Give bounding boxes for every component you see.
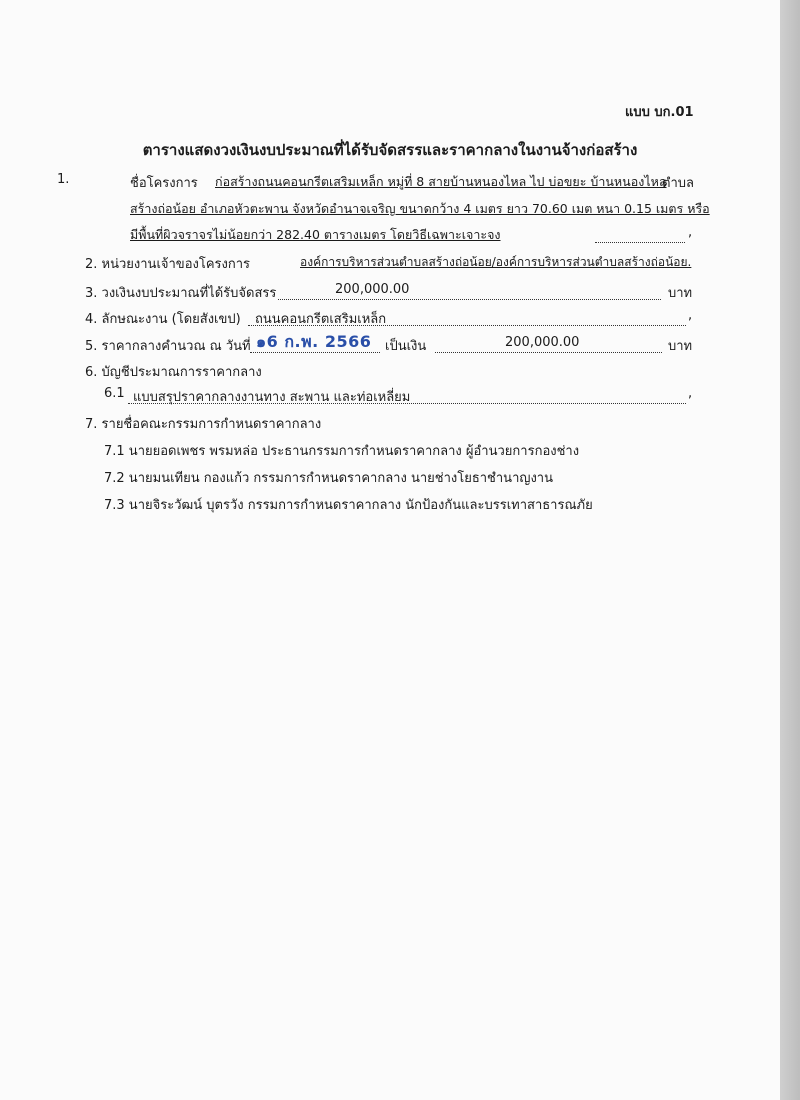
committee-member-1: 7.1 นายยอดเพชร พรมหล่อ ประธานกรรมการกำหนดราคากลาง ผู้อำนวยการกองช่าง <box>104 444 580 459</box>
item-6-1 <box>0 386 780 408</box>
item-1-label: ชื่อโครงการ <box>130 176 198 191</box>
item-6 <box>0 361 780 383</box>
item-2 <box>0 253 780 275</box>
item-4 <box>0 308 780 330</box>
item-1-line-2 <box>0 199 780 221</box>
budget-unit: บาท <box>668 286 693 301</box>
budget-label: 3. วงเงินงบประมาณที่ได้รับจัดสรร <box>85 286 277 301</box>
form-code: แบบ บก.01 <box>625 105 694 120</box>
project-name-line-3-end: , <box>688 225 693 240</box>
work-type-value: ถนนคอนกรีตเสริมเหล็ก <box>255 312 387 327</box>
owner-value: องค์การบริหารส่วนตำบลสร้างถ่อน้อย/องค์การบริหารส่วนตำบลสร้างถ่อน้อย. <box>300 255 692 269</box>
reference-price-label: 5. ราคากลางคำนวณ ณ วันที่ <box>85 339 251 354</box>
item-1-line-1 <box>0 172 780 194</box>
dotted-leader <box>595 225 685 243</box>
item-1-line-3 <box>0 225 780 247</box>
item-1-number: 1. <box>57 172 70 187</box>
reference-price-value: 200,000.00 <box>505 335 580 350</box>
committee-member <box>0 494 780 516</box>
budget-value: 200,000.00 <box>335 282 410 297</box>
estimate-sub-end: , <box>688 386 693 401</box>
estimate-label: 6. บัญชีประมาณการราคากลาง <box>85 365 262 380</box>
estimate-sub-number: 6.1 <box>104 386 125 401</box>
project-name-line-1: ก่อสร้างถนนคอนกรีตเสริมเหล็ก หมู่ที่ 8 สายบ้านหนองไหล ไป บ่อขยะ บ้านหนองไหล <box>215 174 667 189</box>
project-name-line-1-end: ตำบล <box>662 176 694 191</box>
committee-member-2: 7.2 นายมนเทียน กองแก้ว กรรมการกำหนดราคากลาง นายช่างโยธาชำนาญงาน <box>104 471 553 486</box>
estimate-sub-value: แบบสรุปราคากลางงานทาง สะพาน และท่อเหลี่ยม <box>133 390 411 405</box>
reference-price-mid: เป็นเงิน <box>385 339 427 354</box>
owner-label: 2. หน่วยงานเจ้าของโครงการ <box>85 257 251 272</box>
date-stamp: ๑6 ก.พ. 2566 <box>256 332 372 351</box>
work-type-end: , <box>688 308 693 323</box>
work-type-label: 4. ลักษณะงาน (โดยสังเขป) <box>85 312 241 327</box>
item-3 <box>0 282 780 304</box>
item-7 <box>0 413 780 435</box>
committee-member <box>0 467 780 489</box>
scan-edge <box>780 0 800 1100</box>
item-5 <box>0 332 780 357</box>
committee-member-3: 7.3 นายจิระวัฒน์ บุตรวัง กรรมการกำหนดราคากลาง นักป้องกันและบรรเทาสาธารณภัย <box>104 498 593 513</box>
project-name-line-2: สร้างถ่อน้อย อำเภอหัวตะพาน จังหวัดอำนาจเจริญ ขนาดกว้าง 4 เมตร ยาว 70.60 เมต หนา 0.15 เมตร หรือ <box>130 201 710 216</box>
committee-member <box>0 440 780 462</box>
document-title: ตารางแสดงวงเงินงบประมาณที่ได้รับจัดสรรและราคากลางในงานจ้างก่อสร้าง <box>142 141 638 159</box>
committee-label: 7. รายชื่อคณะกรรมการกำหนดราคากลาง <box>85 417 322 432</box>
reference-price-unit: บาท <box>668 339 693 354</box>
project-name-line-3: มีพื้นที่ผิวจราจรไม่น้อยกว่า 282.40 ตารางเมตร โดยวิธีเฉพาะเจาะจง <box>130 227 501 242</box>
